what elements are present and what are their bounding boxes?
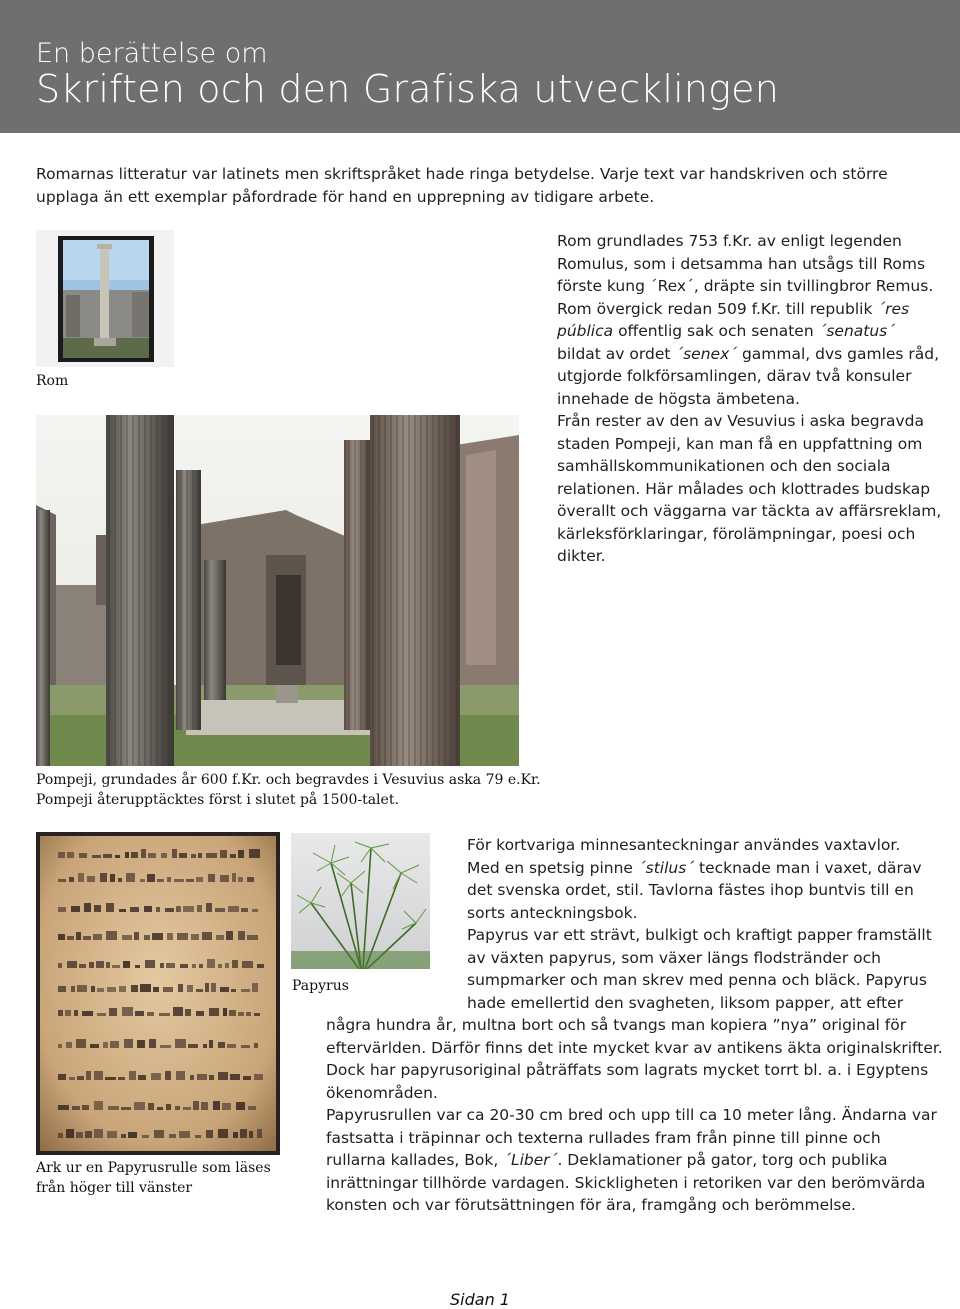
hieroglyph-mark xyxy=(159,1013,170,1016)
rome-line: kärleksförklaringar, förolämpningar, poesi och xyxy=(557,524,916,543)
hieroglyph-mark xyxy=(86,1071,91,1080)
hieroglyph-mark xyxy=(135,965,140,968)
hieroglyph-mark xyxy=(238,1012,244,1016)
hieroglyph-mark xyxy=(58,907,66,912)
papyrus-line: konsten och var förutsättningen för ära, framgång och berömmelse. xyxy=(326,1196,856,1214)
hieroglyph-mark xyxy=(257,1129,262,1138)
hieroglyph-mark xyxy=(89,962,94,968)
hieroglyph-mark xyxy=(93,934,102,940)
rome-line: innehade de högsta ämbetena. xyxy=(557,389,800,408)
hieroglyph-mark xyxy=(167,877,171,882)
rome-line: dikter. xyxy=(557,547,606,565)
hieroglyph-mark xyxy=(238,877,243,882)
hieroglyph-mark xyxy=(243,1076,251,1080)
papyrus-text-lower xyxy=(326,1014,946,1217)
papyrus-line: sumpmarker och man skrev med penna och bläck. Papyrus xyxy=(467,971,927,989)
hieroglyph-mark xyxy=(196,877,203,882)
hieroglyph-mark xyxy=(238,931,245,940)
hieroglyph-mark xyxy=(94,1129,103,1138)
hieroglyph-mark xyxy=(147,1012,154,1016)
caption-ark-line-2: från höger till vänster xyxy=(36,1180,193,1196)
caption-rom: Rom xyxy=(36,373,69,389)
hieroglyph-mark xyxy=(226,931,233,940)
hieroglyph-mark xyxy=(175,1039,186,1048)
hieroglyph-mark xyxy=(179,853,187,858)
hieroglyph-mark xyxy=(254,1013,260,1016)
hieroglyph-mark xyxy=(72,1106,80,1110)
hieroglyph-mark xyxy=(236,1102,245,1110)
hieroglyph-mark xyxy=(96,961,104,968)
hieroglyph-mark xyxy=(153,987,159,992)
page-number: Sidan 1 xyxy=(450,1290,510,1309)
hieroglyph-mark xyxy=(79,964,86,968)
hieroglyph-mark xyxy=(97,1013,106,1016)
hieroglyph-mark xyxy=(109,1008,117,1016)
hieroglyph-mark xyxy=(147,874,155,882)
hieroglyph-mark xyxy=(156,907,160,912)
hieroglyph-mark xyxy=(115,855,120,858)
page-header xyxy=(0,0,960,133)
rome-line: samhällskommunikationen och den sociala xyxy=(557,457,891,475)
hieroglyph-mark xyxy=(148,853,156,858)
hieroglyph-mark xyxy=(163,987,173,992)
hieroglyph-mark xyxy=(242,961,253,968)
hieroglyph-mark xyxy=(233,1132,238,1138)
hieroglyph-mark xyxy=(124,1039,133,1048)
hieroglyph-mark xyxy=(191,934,199,940)
hieroglyph-mark xyxy=(220,850,227,858)
hieroglyph-mark xyxy=(218,1129,228,1138)
header-title: Skriften och den Grafiska utvecklingen xyxy=(36,67,780,111)
hieroglyph-mark xyxy=(206,853,217,858)
hieroglyph-mark xyxy=(208,874,215,882)
hieroglyph-mark xyxy=(241,989,250,992)
papyrus-text-upper xyxy=(467,834,947,1014)
hieroglyph-mark xyxy=(157,879,164,882)
hieroglyph-mark xyxy=(161,853,167,858)
hieroglyph-mark xyxy=(192,964,196,968)
hieroglyph-mark xyxy=(82,1105,89,1110)
hieroglyph-mark xyxy=(142,1135,149,1138)
hieroglyph-mark xyxy=(166,1104,171,1110)
hieroglyph-mark xyxy=(187,985,193,992)
hieroglyph-mark xyxy=(220,987,229,992)
hieroglyph-mark xyxy=(125,852,129,858)
hieroglyph-mark xyxy=(100,873,107,882)
papyrus-line: eftervärlden. Därför finns det inte mycket kvar av antikens äkta originalskrifter. xyxy=(326,1038,943,1057)
hieroglyph-mark xyxy=(58,986,66,992)
hieroglyph-mark xyxy=(202,932,212,940)
hieroglyph-mark xyxy=(191,854,196,858)
hieroglyph-mark xyxy=(149,1039,156,1048)
hieroglyph-mark xyxy=(94,905,101,912)
hieroglyph-mark xyxy=(160,963,164,968)
hieroglyph-mark xyxy=(106,931,117,940)
hieroglyph-mark xyxy=(176,906,181,912)
papyrus-sheet-photo xyxy=(36,832,280,1155)
hieroglyph-mark xyxy=(69,1077,75,1080)
hieroglyph-mark xyxy=(157,1107,163,1110)
hieroglyph-mark xyxy=(76,1039,86,1048)
hieroglyph-mark xyxy=(76,1132,83,1138)
rome-photo xyxy=(36,230,174,367)
hieroglyph-mark xyxy=(58,1010,63,1016)
hieroglyph-mark xyxy=(151,1073,161,1080)
rome-line: relationen. Här målades och klottrades budskap xyxy=(557,479,931,498)
hieroglyph-mark xyxy=(119,986,126,992)
hieroglyph-mark xyxy=(197,1074,207,1080)
hieroglyph-mark xyxy=(190,1075,194,1080)
hieroglyph-mark xyxy=(58,963,62,968)
hieroglyph-mark xyxy=(205,983,209,992)
hieroglyph-mark xyxy=(211,983,216,992)
papyrus-line: fastsatta i träpinnar och texterna rullades fram från pinne till pinne och xyxy=(326,1128,881,1147)
italic-term: ´Liber´ xyxy=(503,1151,558,1169)
hieroglyph-mark xyxy=(58,879,66,882)
hieroglyph-mark xyxy=(106,962,110,968)
hieroglyph-mark xyxy=(67,936,74,940)
hieroglyph-mark xyxy=(196,989,203,992)
hieroglyph-mark xyxy=(103,1042,108,1048)
caption-pompeji xyxy=(36,770,556,810)
hieroglyph-mark xyxy=(144,906,152,912)
hieroglyph-mark xyxy=(108,1106,119,1110)
hieroglyph-mark xyxy=(246,1012,251,1016)
hieroglyph-mark xyxy=(176,1071,185,1080)
papyrus-line: rullarna kallades, Bok, ´Liber´. Deklamationer på gator, torg och publika xyxy=(326,1151,888,1169)
hieroglyph-mark xyxy=(134,1102,145,1110)
hieroglyph-mark xyxy=(58,1105,69,1110)
pompeii-photo xyxy=(36,415,519,766)
hieroglyph-mark xyxy=(254,1074,263,1080)
hieroglyph-mark xyxy=(188,1044,198,1048)
hieroglyph-mark xyxy=(203,1044,207,1048)
hieroglyph-mark xyxy=(230,854,236,858)
hieroglyph-mark xyxy=(240,1129,247,1138)
rome-line: överallt och väggarna var täckta av affärsreklam, xyxy=(557,502,942,520)
hieroglyph-mark xyxy=(118,878,122,882)
hieroglyph-mark xyxy=(130,907,139,912)
hieroglyph-mark xyxy=(177,933,188,940)
hieroglyph-mark xyxy=(131,852,138,858)
caption-ark-line-1: Ark ur en Papyrusrulle som läses xyxy=(36,1160,271,1176)
hieroglyph-mark xyxy=(232,960,238,968)
hieroglyph-mark xyxy=(94,1071,103,1080)
caption-pompeji-line-1: Pompeji, grundades år 600 f.Kr. och begravdes i Vesuvius aska 79 e.Kr. xyxy=(36,772,541,788)
hieroglyph-mark xyxy=(148,1103,154,1110)
rome-line: pública offentlig sak och senaten ´senatus´ xyxy=(557,322,895,340)
rome-line: Rom övergick redan 509 f.Kr. till republik ´res xyxy=(557,299,910,318)
hieroglyph-mark xyxy=(173,1007,183,1016)
hieroglyph-mark xyxy=(178,984,183,992)
hieroglyph-mark xyxy=(201,1102,208,1110)
hieroglyph-mark xyxy=(215,908,225,912)
hieroglyph-mark xyxy=(180,964,188,968)
hieroglyph-mark xyxy=(58,934,65,940)
hieroglyph-mark xyxy=(76,932,81,940)
hieroglyph-mark xyxy=(107,987,116,992)
hieroglyph-mark xyxy=(106,903,114,912)
hieroglyph-mark xyxy=(79,853,87,858)
hieroglyph-mark xyxy=(196,1011,204,1016)
hieroglyph-mark xyxy=(83,936,91,940)
hieroglyph-mark xyxy=(229,1010,236,1016)
hieroglyph-mark xyxy=(92,855,101,858)
hieroglyph-mark xyxy=(66,1042,72,1048)
hieroglyph-mark xyxy=(193,1101,199,1110)
hieroglyph-mark xyxy=(174,879,184,882)
hieroglyph-mark xyxy=(87,876,95,882)
hieroglyph-mark xyxy=(218,964,222,968)
hieroglyph-mark xyxy=(152,933,163,940)
papyrus-plant-photo xyxy=(291,833,430,969)
hieroglyph-mark xyxy=(154,1130,164,1138)
hieroglyph-mark xyxy=(230,1074,240,1080)
hieroglyph-mark xyxy=(195,1135,201,1138)
papyrus-line: För kortvariga minnesanteckningar användes vaxtavlor. xyxy=(467,836,901,854)
hieroglyph-mark xyxy=(179,1131,190,1138)
hieroglyph-mark xyxy=(209,1008,219,1016)
hieroglyph-mark xyxy=(85,1131,92,1138)
hieroglyph-mark xyxy=(140,879,145,882)
hieroglyph-mark xyxy=(112,965,120,968)
hieroglyph-mark xyxy=(186,879,194,882)
hieroglyph-mark xyxy=(238,850,244,858)
italic-term: ´senex´ xyxy=(675,344,738,363)
hieroglyph-mark xyxy=(103,854,112,858)
hieroglyph-mark xyxy=(220,875,229,882)
hieroglyph-mark xyxy=(197,905,202,912)
hieroglyph-mark xyxy=(71,986,75,992)
hieroglyph-mark xyxy=(207,959,215,968)
hieroglyph-mark xyxy=(90,1044,99,1048)
rome-line: förste kung ´Rex´, dräpte sin tvillingbror Remus. xyxy=(557,277,934,295)
italic-term: ´stilus´ xyxy=(637,858,695,877)
hieroglyph-mark xyxy=(169,1134,176,1138)
hieroglyph-mark xyxy=(231,989,236,992)
hieroglyph-mark xyxy=(198,853,202,858)
hieroglyph-mark xyxy=(249,849,260,858)
hieroglyph-mark xyxy=(144,935,150,940)
hieroglyph-mark xyxy=(248,1106,256,1110)
papyrus-line: några hundra år, multna bort och så tvangs man kopiera ”nya” original för xyxy=(326,1016,907,1034)
papyrus-line: Med en spetsig pinne ´stilus´ tecknade man i vaxet, därav xyxy=(467,858,922,877)
papyrus-line: det svenska ordet, stil. Tavlorna fästes ihop buntvis till en xyxy=(467,881,914,899)
hieroglyph-mark xyxy=(172,849,177,858)
hieroglyph-mark xyxy=(160,1045,171,1048)
hieroglyph-mark xyxy=(78,873,84,882)
hieroglyph-mark xyxy=(185,1009,191,1016)
hieroglyph-mark xyxy=(121,1107,131,1110)
hieroglyph-mark xyxy=(74,1010,78,1016)
hieroglyph-mark xyxy=(110,874,115,882)
papyrus-line: Papyrus var ett strävt, bulkigt och kraftigt papper framställt xyxy=(467,926,932,944)
hieroglyph-mark xyxy=(110,1041,119,1048)
papyrus-line: hade emellertid den svagheten, liksom papper, att efter xyxy=(467,993,904,1012)
hieroglyph-mark xyxy=(67,961,77,968)
rome-line: staden Pompeji, kan man få en uppfattning om xyxy=(557,434,923,453)
hieroglyph-mark xyxy=(123,961,130,968)
hieroglyph-mark xyxy=(216,935,224,940)
rome-line: Romulus, som i detsamma han utsågs till Roms xyxy=(557,254,926,273)
caption-pompeji-line-2: Pompeji återupptäcktes först i slutet på 1500-talet. xyxy=(36,792,399,808)
hieroglyph-mark xyxy=(223,1008,227,1016)
papyrus-line: ökenområden. xyxy=(326,1083,438,1102)
intro-paragraph: Romarnas litteratur var latinets men skriftspråket hade ringa betydelse. Varje text var handskriven och större upplaga än ett exemplar påfordrade för hand en upprepning av tidigare arbete. xyxy=(36,165,888,206)
hieroglyph-mark xyxy=(199,964,203,968)
hieroglyph-mark xyxy=(254,1043,258,1048)
hieroglyph-mark xyxy=(58,1133,63,1138)
hieroglyph-mark xyxy=(128,1132,137,1138)
hieroglyph-mark xyxy=(140,984,151,992)
hieroglyph-mark xyxy=(131,985,138,992)
hieroglyph-mark xyxy=(66,1129,74,1138)
rome-text xyxy=(557,230,947,568)
hieroglyph-mark xyxy=(122,1007,133,1016)
hieroglyph-mark xyxy=(107,1131,117,1138)
hieroglyph-mark xyxy=(257,964,264,968)
italic-term: ´res xyxy=(877,299,910,318)
hieroglyph-mark xyxy=(122,935,132,940)
rome-line: Rom grundlades 753 f.Kr. av enligt legenden xyxy=(557,232,902,250)
hieroglyph-mark xyxy=(209,1040,213,1048)
hieroglyph-mark xyxy=(126,873,135,882)
hieroglyph-mark xyxy=(58,1074,66,1080)
hieroglyph-mark xyxy=(135,1011,144,1016)
hieroglyph-mark xyxy=(241,1045,250,1048)
hieroglyph-mark xyxy=(77,985,87,992)
rome-line: utgjorde folkförsamlingen, därav två konsuler xyxy=(557,367,912,385)
papyrus-line: sorts anteckningsbok. xyxy=(467,903,638,922)
hieroglyph-mark xyxy=(71,906,80,912)
hieroglyph-mark xyxy=(183,1107,191,1110)
hieroglyph-mark xyxy=(166,963,175,968)
papyrus-line: inrättningar tillhörde vardagen. Skickligheten i retoriken var den berömvärda xyxy=(326,1173,926,1192)
hieroglyph-mark xyxy=(121,1134,126,1138)
italic-term: pública xyxy=(557,322,614,340)
hieroglyph-mark xyxy=(241,908,248,912)
papyrus-line: Dock har papyrusoriginal påträffats som lagrats mycket torrt bl. a. i Egyptens xyxy=(326,1061,929,1079)
hieroglyph-mark xyxy=(58,1044,62,1048)
hieroglyph-mark xyxy=(65,1010,71,1016)
papyrus-line: av växten papyrus, som växer längs flodstränder och xyxy=(467,948,881,967)
hieroglyph-mark xyxy=(67,852,74,858)
hieroglyph-mark xyxy=(209,1075,214,1080)
hieroglyph-mark xyxy=(84,903,91,912)
hieroglyph-mark xyxy=(252,909,258,912)
hieroglyph-mark xyxy=(227,1044,236,1048)
caption-ark xyxy=(36,1158,286,1198)
hieroglyph-mark xyxy=(145,960,155,968)
hieroglyph-mark xyxy=(91,986,95,992)
hieroglyph-mark xyxy=(247,877,254,882)
hieroglyph-mark xyxy=(82,1011,93,1016)
hieroglyph-mark xyxy=(119,909,126,912)
hieroglyph-mark xyxy=(137,1040,145,1048)
hieroglyph-mark xyxy=(222,1103,231,1110)
hieroglyph-mark xyxy=(118,1077,125,1080)
hieroglyph-mark xyxy=(206,903,212,912)
rome-line: bildat av ordet ´senex´ gammal, dvs gamles råd, xyxy=(557,344,940,363)
hieroglyph-mark xyxy=(232,873,236,882)
hieroglyph-mark xyxy=(165,1071,171,1080)
hieroglyph-mark xyxy=(225,963,229,968)
hieroglyph-mark xyxy=(94,1101,103,1110)
hieroglyph-mark xyxy=(138,1075,146,1080)
hieroglyph-mark xyxy=(141,849,146,858)
hieroglyph-mark xyxy=(218,1072,228,1080)
hieroglyph-mark xyxy=(165,908,174,912)
hieroglyph-mark xyxy=(129,1071,136,1080)
italic-term: ´senatus´ xyxy=(818,322,895,340)
hieroglyph-mark xyxy=(183,906,194,912)
papyrus-line: Papyrusrullen var ca 20-30 cm bred och upp till ca 10 meter lång. Ändarna var xyxy=(326,1106,937,1124)
hieroglyph-mark xyxy=(175,1106,180,1110)
hieroglyph-mark xyxy=(58,852,65,858)
caption-papyrus: Papyrus xyxy=(292,978,349,994)
hieroglyph-mark xyxy=(228,906,239,912)
hieroglyph-mark xyxy=(249,1131,253,1138)
hieroglyph-mark xyxy=(105,1077,116,1080)
hieroglyph-mark xyxy=(134,932,139,940)
hieroglyph-mark xyxy=(252,983,258,992)
hieroglyph-mark xyxy=(247,935,258,940)
hieroglyph-mark xyxy=(218,1042,225,1048)
header-subtitle: En berättelse om xyxy=(36,38,268,69)
rome-line: Från rester av den av Vesuvius i aska begravda xyxy=(557,412,924,430)
hieroglyph-mark xyxy=(167,933,173,940)
hieroglyph-mark xyxy=(213,1101,220,1110)
hieroglyph-mark xyxy=(206,1130,213,1138)
hieroglyph-mark xyxy=(77,1076,84,1080)
hieroglyph-mark xyxy=(69,877,74,882)
hieroglyph-mark xyxy=(97,988,104,992)
